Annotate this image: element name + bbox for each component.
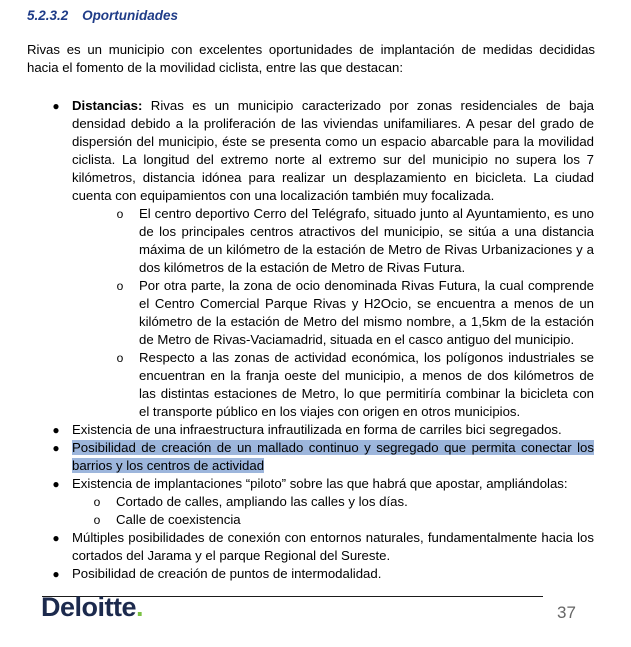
bullet-list	[0, 97, 631, 583]
item-text: Existencia de implantaciones “piloto” sobre las que habrá que apostar, ampliándolas:	[72, 476, 568, 491]
circle-bullet-icon: o	[116, 279, 124, 293]
circle-bullet-icon: o	[93, 513, 101, 527]
bullet-icon: ●	[52, 531, 60, 545]
sub-item-text: Calle de coexistencia	[116, 512, 241, 527]
highlighted-text-selection[interactable]: Posibilidad de creación de un mallado continuo y segregado que permita conectar los barrios y los centros de actividad	[72, 440, 594, 473]
sub-item-text: El centro deportivo Cerro del Telégrafo, situado junto al Ayuntamiento, es uno de los principales centros atractivos del municipio, se sitúa a una distancia máxima de un kilómetro de la estación de Metro de Rivas Urbanizaciones y a dos kilómetros de la estación de Metro de Rivas Futura.	[139, 206, 594, 275]
logo-text: Deloitte	[41, 592, 137, 622]
section-heading	[27, 8, 178, 23]
sub-list-item	[0, 511, 586, 529]
list-item	[0, 97, 594, 205]
sub-list-item	[0, 277, 594, 349]
list-item	[0, 565, 594, 583]
circle-bullet-icon: o	[116, 351, 124, 365]
list-item	[0, 475, 594, 493]
sub-list-item	[0, 205, 594, 277]
section-number: 5.2.3.2	[27, 8, 69, 23]
sub-item-text: Respecto a las zonas de actividad económica, los polígonos industriales se encuentran en la franja oeste del municipio, a menos de dos kilómetros de las distintas estaciones de Metro, lo que permitiría combinar la bicicleta con el transporte público en los viajes con origen en otros municipios.	[139, 350, 594, 419]
bullet-icon: ●	[52, 441, 60, 455]
item-text: Posibilidad de creación de puntos de intermodalidad.	[72, 566, 382, 581]
bullet-icon: ●	[52, 567, 60, 581]
deloitte-logo	[41, 592, 143, 623]
circle-bullet-icon: o	[116, 207, 124, 221]
page-number: 37	[557, 603, 576, 622]
sub-item-text: Cortado de calles, ampliando las calles y los días.	[116, 494, 408, 509]
logo-dot: .	[136, 592, 144, 622]
item-bold-label: Distancias:	[72, 98, 143, 113]
section-title: Oportunidades	[82, 8, 179, 23]
list-item	[0, 529, 594, 565]
item-text: Múltiples posibilidades de conexión con entornos naturales, fundamentalmente hacia los cortados del Jarama y el parque Regional del Sureste.	[72, 530, 594, 563]
intro-paragraph: Rivas es un municipio con excelentes oportunidades de implantación de medidas decididas hacia el fomento de la movilidad ciclista, entre las que destacan:	[27, 42, 595, 75]
sub-list-item	[0, 493, 586, 511]
bullet-icon: ●	[52, 99, 60, 113]
circle-bullet-icon: o	[93, 495, 101, 509]
list-item-highlighted	[0, 439, 594, 475]
item-text: Rivas es un municipio caracterizado por zonas residenciales de baja densidad debido a la proliferación de las viviendas unifamiliares. A pesar del grado de dispersión del municipio, éste se presenta como un espacio abarcable para la movilidad ciclista. La longitud del extremo norte al extremo sur del municipio no supera los 7 kilómetros, distancia idónea para realizar un desplazamiento en bicicleta. La ciudad cuenta con equipamientos con una localización también muy focalizada.	[72, 98, 594, 203]
item-text: Existencia de una infraestructura infrautilizada en forma de carriles bici segregados.	[72, 422, 562, 437]
sub-list-item	[0, 349, 594, 421]
list-item	[0, 421, 594, 439]
bullet-icon: ●	[52, 477, 60, 491]
sub-item-text: Por otra parte, la zona de ocio denominada Rivas Futura, la cual comprende el Centro Comercial Parque Rivas y H2Ocio, se encuentra a menos de un kilómetro de la estación de Metro del mismo nombre, a 1,5km de la estación de Metro de Rivas-Vaciamadrid, situada en el casco antiguo del municipio.	[139, 278, 594, 347]
bullet-icon: ●	[52, 423, 60, 437]
